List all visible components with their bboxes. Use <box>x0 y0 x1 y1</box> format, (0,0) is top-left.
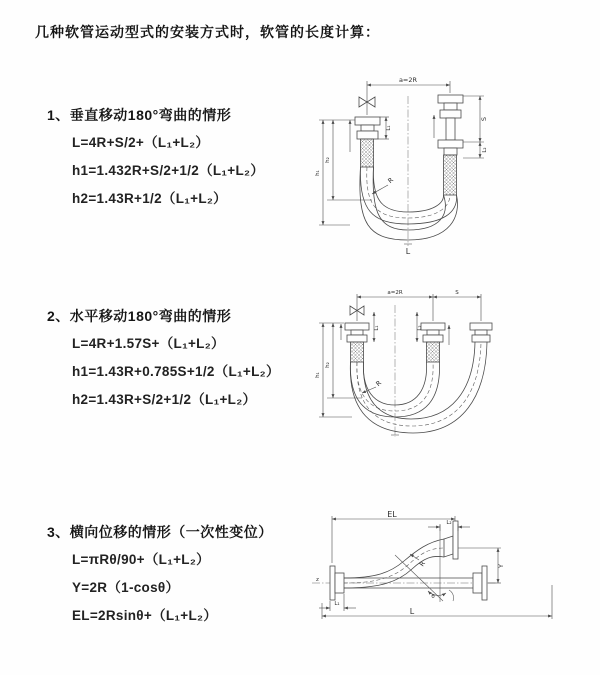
diagram-vertical-180-bend <box>310 68 590 263</box>
hose-curves-moved <box>350 342 487 433</box>
dimension-fitting-right <box>463 142 488 158</box>
dimension-h1 <box>315 120 355 225</box>
formula-length: L=4R+1.57S+（L₁+L₂） <box>72 336 225 351</box>
width-label: a=2R <box>387 290 403 296</box>
section-horizontal-180-bend <box>35 309 310 407</box>
dimension-el <box>332 510 455 563</box>
section-vertical-180-bend <box>35 108 310 206</box>
stroke-label: S <box>480 116 488 122</box>
radius-label: R <box>374 378 384 388</box>
dimension-h1 <box>315 323 352 417</box>
formula-y: Y=2R（1-cosθ） <box>72 580 180 595</box>
left-flange <box>330 566 344 600</box>
stroke-label: S <box>455 290 459 296</box>
dimension-stroke <box>433 290 481 297</box>
fitting-left-label: L₁ <box>334 601 340 607</box>
braided-hose-section <box>351 342 364 362</box>
dimension-fitting-right <box>428 520 470 531</box>
hose-curves <box>360 167 458 240</box>
section-2-heading: 2、水平移动180°弯曲的情形 <box>47 308 232 324</box>
formula-h1: h1=1.432R+S/2+1/2（L₁+L₂） <box>72 163 265 178</box>
formula-h2: h2=1.43R+S/2+1/2（L₁+L₂） <box>72 392 257 407</box>
section-1-heading: 1、垂直移动180°弯曲的情形 <box>47 107 232 123</box>
h1-label: h₁ <box>315 170 321 176</box>
upper-flange <box>444 521 458 559</box>
braided-hose-section <box>361 139 374 167</box>
width-label: a=2R <box>398 76 418 84</box>
dimension-fitting-left <box>319 594 356 611</box>
dimension-fitting-right <box>417 312 423 342</box>
left-pipe-fitting <box>355 117 380 167</box>
fitting-left-label: L₁ <box>386 125 392 131</box>
dimension-fitting-left <box>374 312 380 342</box>
left-pipe-fitting <box>345 323 369 362</box>
y-label: Y <box>497 564 505 568</box>
right-pipe-fitting <box>470 323 492 342</box>
right-lower-flange <box>473 566 487 600</box>
braided-hose-section <box>427 342 440 362</box>
h2-label: h₂ <box>325 157 331 163</box>
el-label: EL <box>387 510 397 519</box>
right-pipe-fitting <box>438 95 463 195</box>
formula-el: EL=2Rsinθ+（L₁+L₂） <box>72 608 218 623</box>
page-title: 几种软管运动型式的安装方式时，软管的长度计算： <box>35 24 380 40</box>
axis-label: z <box>316 577 319 583</box>
h2-label: h₂ <box>325 362 331 368</box>
section-3-heading: 3、横向位移的情形（一次性变位） <box>47 524 273 540</box>
diagram-horizontal-180-bend <box>310 285 600 445</box>
formula-h1: h1=1.43R+0.785S+1/2（L₁+L₂） <box>72 364 280 379</box>
middle-pipe-fitting <box>421 323 445 362</box>
dimension-stroke <box>463 96 488 142</box>
formula-length: L=πRθ/90+（L₁+L₂） <box>72 552 210 567</box>
length-label: L <box>405 247 411 256</box>
dimension-length <box>322 585 552 619</box>
hose-s-curve <box>344 539 444 588</box>
section-lateral-displacement <box>35 525 310 623</box>
braided-hose-section <box>444 155 457 195</box>
dimension-width <box>357 290 481 321</box>
fitting-right-label: L₂ <box>482 147 488 153</box>
h1-label: h₁ <box>315 372 321 378</box>
formula-h2: h2=1.43R+1/2（L₁+L₂） <box>72 191 227 206</box>
fitting-right-label: L₂ <box>446 520 452 526</box>
formula-length: L=4R+S/2+（L₁+L₂） <box>72 135 210 150</box>
diagram-lateral-displacement <box>300 505 600 655</box>
radius-label: R <box>386 175 396 185</box>
length-label: L <box>409 607 415 616</box>
dimension-width <box>367 76 450 115</box>
fitting-left-label: L₁ <box>374 325 380 331</box>
theta-label: θ <box>431 594 435 600</box>
radius-label: R <box>417 559 427 569</box>
fitting-right-label: L₂ <box>417 325 423 331</box>
